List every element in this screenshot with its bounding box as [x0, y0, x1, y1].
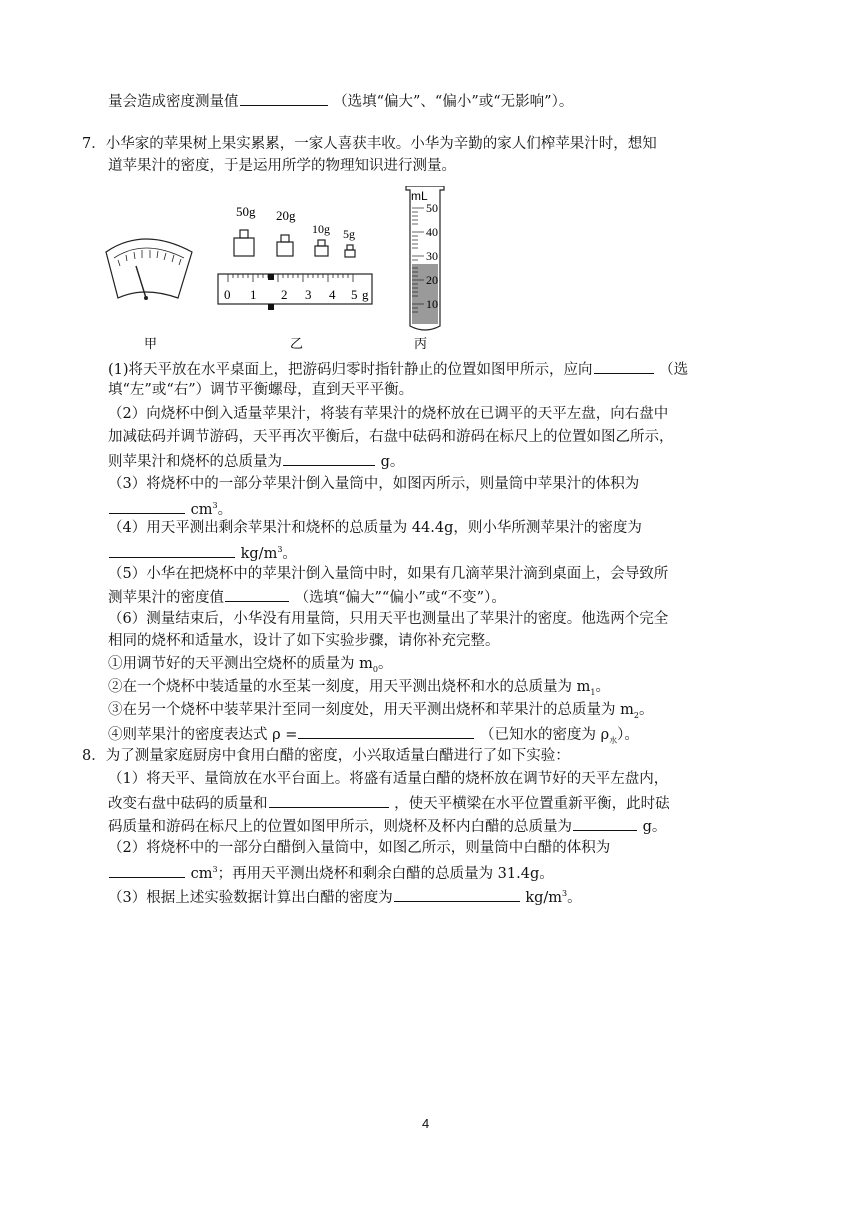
weight-10g-label: 10g — [312, 222, 330, 236]
weight-50g-label: 50g — [236, 204, 256, 219]
q8-part2-line1: （2）将烧杯中的一部分白醋倒入量筒中，如图乙所示，则量筒中白醋的体积为 — [108, 840, 611, 856]
text: ；再用天平测出烧杯和剩余白醋的总质量为 31.4g。 — [217, 865, 554, 882]
q7-part5-line1: （5）小华在把烧杯中的苹果汁倒入量筒中时，如果有几滴苹果汁滴到桌面上，会导致所 — [108, 566, 669, 582]
scale-tick-label: 3 — [305, 287, 312, 302]
figure-label-bing: 丙 — [414, 337, 428, 352]
scale-tick-label: 2 — [281, 287, 288, 302]
text: kg/m — [240, 545, 278, 562]
text: 。 — [217, 501, 233, 518]
graduated-cylinder-icon — [406, 186, 444, 330]
text: （选填“偏大”、“偏小”或“无影响”）。 — [333, 94, 574, 110]
text: ，使天平横梁在水平位置重新平衡，此时砝 — [394, 796, 670, 812]
answer-blank[interactable] — [109, 498, 185, 514]
answer-blank[interactable] — [109, 542, 235, 558]
text: ②在一个烧杯中装适量的水至某一刻度，用天平测出烧杯和水的总质量为 m — [108, 679, 591, 695]
superscript: 3 — [277, 545, 283, 554]
text: 。 — [377, 656, 393, 672]
answer-blank[interactable] — [298, 723, 474, 739]
weights-group — [234, 204, 355, 257]
q7-part1-line2: 填“左”或“右”）调节平衡螺母，直到天平平衡。 — [108, 382, 414, 398]
q7-part2-line2: 加减砝码并调节游码，天平再次平衡后，右盘中砝码和游码在标尺上的位置如图乙所示， — [108, 429, 674, 445]
q6-tail-line — [108, 90, 573, 112]
answer-blank[interactable] — [240, 90, 328, 106]
q7-part3-line1: （3）将烧杯中的一部分苹果汁倒入量筒中，如图丙所示，则量筒中苹果汁的体积为 — [108, 476, 640, 492]
scale-tick-label: 1 — [250, 287, 257, 302]
superscript: 3 — [562, 889, 568, 898]
superscript: 3 — [212, 501, 218, 510]
text: g。 — [642, 819, 667, 835]
q7-part5-line2 — [108, 586, 506, 608]
q8-part2-line2 — [108, 860, 554, 884]
scale-unit: g — [362, 287, 369, 302]
subscript: 2 — [633, 710, 639, 720]
figure-label-jia: 甲 — [144, 337, 158, 352]
rider-marker — [268, 274, 274, 280]
text: g。 — [380, 454, 405, 470]
text: 改变右盘中砝码的质量和 — [108, 796, 268, 812]
cylinder-tick-label: 40 — [426, 225, 438, 239]
answer-blank[interactable] — [269, 792, 389, 808]
q7-stem-line1: 7．小华家的苹果树上果实累累，一家人喜获丰收。小华为辛勤的家人们榨苹果汁时，想知 — [82, 136, 657, 152]
q7-part6-line2: 相同的烧杯和适量水，设计了如下实验步骤，请你补充完整。 — [108, 633, 500, 649]
text: （选填“偏大”“偏小”或“不变”）。 — [294, 590, 506, 606]
q8-part1-line3 — [108, 815, 666, 837]
text: 。 — [567, 889, 582, 906]
text: ④则苹果汁的密度表达式 ρ = — [108, 727, 298, 743]
superscript: 3 — [212, 865, 218, 874]
q7-part2-line3 — [108, 450, 404, 472]
q8-part3-line1 — [108, 884, 582, 908]
answer-blank[interactable] — [394, 886, 520, 902]
text: （已知水的密度为 ρ — [480, 727, 610, 743]
text: ③在另一个烧杯中装苹果汁至同一刻度处，用天平测出烧杯和苹果汁的总质量为 m — [108, 702, 634, 718]
scale-tick-label: 4 — [329, 287, 336, 302]
answer-blank[interactable] — [225, 586, 289, 602]
q7-part1-line1 — [108, 358, 688, 380]
q7-part4-line2 — [108, 540, 297, 564]
weight-20g-label: 20g — [276, 208, 296, 223]
balance-dial-icon — [106, 239, 192, 300]
cylinder-unit: mL — [411, 189, 428, 203]
q7-part3-line2 — [108, 496, 232, 520]
answer-blank[interactable] — [283, 450, 375, 466]
cylinder-tick-label: 10 — [426, 297, 438, 311]
q8-part1-line1: （1）将天平、量筒放在水平台面上。将盛有适量白醋的烧杯放在调节好的天平左盘内， — [108, 771, 669, 787]
q7-step2 — [108, 677, 610, 703]
answer-blank[interactable] — [109, 862, 185, 878]
text: 。 — [282, 545, 297, 562]
text: cm — [190, 501, 213, 518]
q7-part6-line1: （6）测量结束后，小华没有用量筒，只用天平也测量出了苹果汁的密度。他选两个完全 — [108, 611, 669, 627]
q7-figure — [100, 186, 460, 356]
q8-stem: 8．为了测量家庭厨房中食用白醋的密度，小兴取适量白醋进行了如下实验： — [82, 748, 570, 764]
text: 码质量和游码在标尺上的位置如图甲所示，则烧杯及杯内白醋的总质量为 — [108, 819, 572, 835]
q7-stem-line2: 道苹果汁的密度，于是运用所学的物理知识进行测量。 — [108, 158, 456, 174]
text: (1)将天平放在水平桌面上，把游码归零时指针静止的位置如图甲所示，应向 — [108, 362, 593, 378]
rider-scale — [218, 274, 372, 310]
q7-step3 — [108, 700, 653, 726]
text: 。 — [595, 679, 610, 695]
scale-tick-label: 5 — [351, 287, 358, 302]
text: kg/m — [525, 889, 563, 906]
text: cm — [190, 865, 213, 882]
subscript: 1 — [590, 687, 596, 697]
cylinder-tick-label: 30 — [426, 249, 438, 263]
q8-part1-line2 — [108, 792, 670, 814]
page-number: 4 — [422, 1116, 430, 1131]
text: （3）根据上述实验数据计算出白醋的密度为 — [108, 889, 393, 906]
figure-label-yi: 乙 — [290, 337, 304, 352]
cylinder-tick-label: 20 — [426, 273, 438, 287]
answer-blank[interactable] — [573, 815, 637, 831]
subscript: 水 — [609, 735, 618, 745]
cylinder-tick-label: 50 — [426, 201, 438, 215]
text: ①用调节好的天平测出空烧杯的质量为 m — [108, 656, 373, 672]
text: 量会造成密度测量值 — [108, 94, 239, 110]
q7-part2-line1: （2）向烧杯中倒入适量苹果汁，将装有苹果汁的烧杯放在已调平的天平左盘，向右盘中 — [108, 406, 669, 422]
answer-blank[interactable] — [594, 358, 654, 374]
text: （选 — [659, 362, 689, 378]
q7-part4-line1: （4）用天平测出剩余苹果汁和烧杯的总质量为 44.4g，则小华所测苹果汁的密度为 — [108, 520, 642, 536]
q7-step1 — [108, 654, 392, 680]
text: 。 — [638, 702, 654, 718]
text: 则苹果汁和烧杯的总质量为 — [108, 454, 282, 470]
scale-tick-label: 0 — [224, 287, 231, 302]
weight-5g-label: 5g — [343, 227, 355, 241]
text: ）。 — [617, 727, 639, 743]
text: 测苹果汁的密度值 — [108, 590, 224, 606]
subscript: 0 — [372, 664, 378, 674]
